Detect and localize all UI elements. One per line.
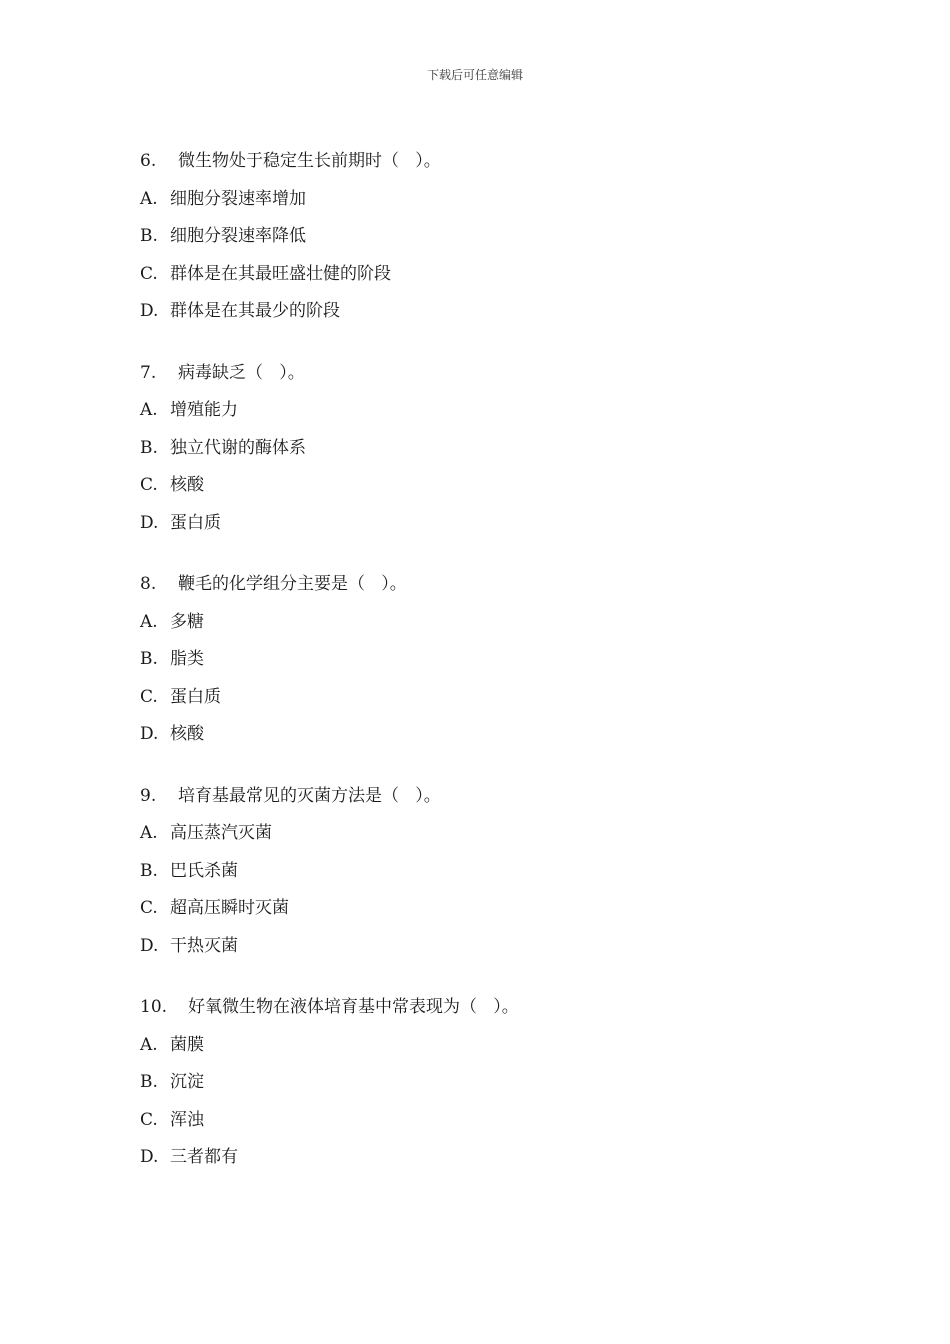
option-row[interactable]: [140, 1069, 840, 1107]
option-letter: C.: [140, 475, 158, 495]
option-row[interactable]: [140, 646, 840, 684]
question-number: 10.: [140, 997, 168, 1017]
option-row[interactable]: [140, 933, 840, 971]
option-text: 核酸: [170, 475, 204, 495]
option-text: 群体是在其最少的阶段: [170, 301, 340, 321]
option-text: 细胞分裂速率降低: [170, 226, 306, 246]
option-row[interactable]: [140, 1032, 840, 1070]
option-letter: B.: [140, 860, 158, 881]
option-text: 高压蒸汽灭菌: [170, 823, 272, 843]
option-text: 多糖: [170, 611, 204, 632]
question-number: 7.: [140, 362, 157, 383]
option-row[interactable]: [140, 397, 840, 435]
option-row[interactable]: [140, 820, 840, 858]
option-letter: B.: [140, 649, 158, 669]
option-text: 细胞分裂速率增加: [170, 188, 306, 209]
option-text: 菌膜: [170, 1034, 204, 1055]
option-letter: A.: [140, 611, 158, 632]
question-text: 病毒缺乏（ ）。: [178, 362, 305, 383]
option-letter: B.: [140, 226, 158, 246]
option-row[interactable]: [140, 186, 840, 224]
question-text: 培育基最常见的灭菌方法是（ ）。: [178, 785, 441, 806]
option-text: 蛋白质: [170, 512, 221, 533]
option-row[interactable]: [140, 472, 840, 510]
option-letter: A.: [140, 400, 158, 420]
option-letter: B.: [140, 1072, 158, 1092]
question-text: 好氧微生物在液体培育基中常表现为（ ）。: [188, 997, 519, 1017]
option-row[interactable]: [140, 858, 840, 896]
question-number: 8.: [140, 574, 157, 594]
option-row[interactable]: [140, 609, 840, 647]
option-row[interactable]: [140, 684, 840, 722]
option-letter: A.: [140, 823, 158, 843]
option-letter: C.: [140, 686, 158, 707]
option-text: 群体是在其最旺盛壮健的阶段: [170, 263, 391, 284]
option-row[interactable]: [140, 261, 840, 299]
option-letter: C.: [140, 898, 158, 918]
question-text: 鞭毛的化学组分主要是（ ）。: [178, 574, 407, 594]
option-text: 核酸: [170, 724, 204, 744]
question-stem: [140, 571, 840, 609]
question-stem: [140, 783, 840, 821]
question-6: [140, 148, 840, 336]
option-row[interactable]: [140, 435, 840, 473]
option-text: 干热灭菌: [170, 935, 238, 956]
question-text: 微生物处于稳定生长前期时（ ）。: [178, 151, 441, 171]
question-stem: [140, 994, 840, 1032]
option-text: 三者都有: [170, 1147, 238, 1167]
option-text: 超高压瞬时灭菌: [170, 898, 289, 918]
option-letter: D.: [140, 301, 159, 321]
option-text: 脂类: [170, 649, 204, 669]
option-text: 沉淀: [170, 1072, 204, 1092]
question-8: [140, 571, 840, 759]
question-stem: [140, 360, 840, 398]
question-stem: [140, 148, 840, 186]
option-letter: D.: [140, 724, 159, 744]
option-letter: B.: [140, 437, 158, 458]
page-header: 下载后可任意编辑: [426, 68, 523, 82]
option-row[interactable]: [140, 510, 840, 548]
option-letter: D.: [140, 512, 159, 533]
option-letter: A.: [140, 188, 158, 209]
option-text: 浑浊: [170, 1109, 204, 1130]
option-letter: D.: [140, 1147, 159, 1167]
option-row[interactable]: [140, 223, 840, 261]
option-letter: C.: [140, 1109, 158, 1130]
option-row[interactable]: [140, 1144, 840, 1182]
question-9: [140, 783, 840, 971]
option-row[interactable]: [140, 895, 840, 933]
question-7: [140, 360, 840, 548]
option-row[interactable]: [140, 1107, 840, 1145]
option-text: 独立代谢的酶体系: [170, 437, 306, 458]
question-10: [140, 994, 840, 1182]
option-row[interactable]: [140, 298, 840, 336]
question-list: [140, 148, 840, 1206]
option-text: 增殖能力: [170, 400, 238, 420]
question-number: 6.: [140, 151, 157, 171]
option-text: 巴氏杀菌: [170, 860, 238, 881]
option-letter: D.: [140, 935, 159, 956]
option-text: 蛋白质: [170, 686, 221, 707]
option-letter: A.: [140, 1034, 158, 1055]
option-letter: C.: [140, 263, 158, 284]
question-number: 9.: [140, 785, 157, 806]
option-row[interactable]: [140, 721, 840, 759]
